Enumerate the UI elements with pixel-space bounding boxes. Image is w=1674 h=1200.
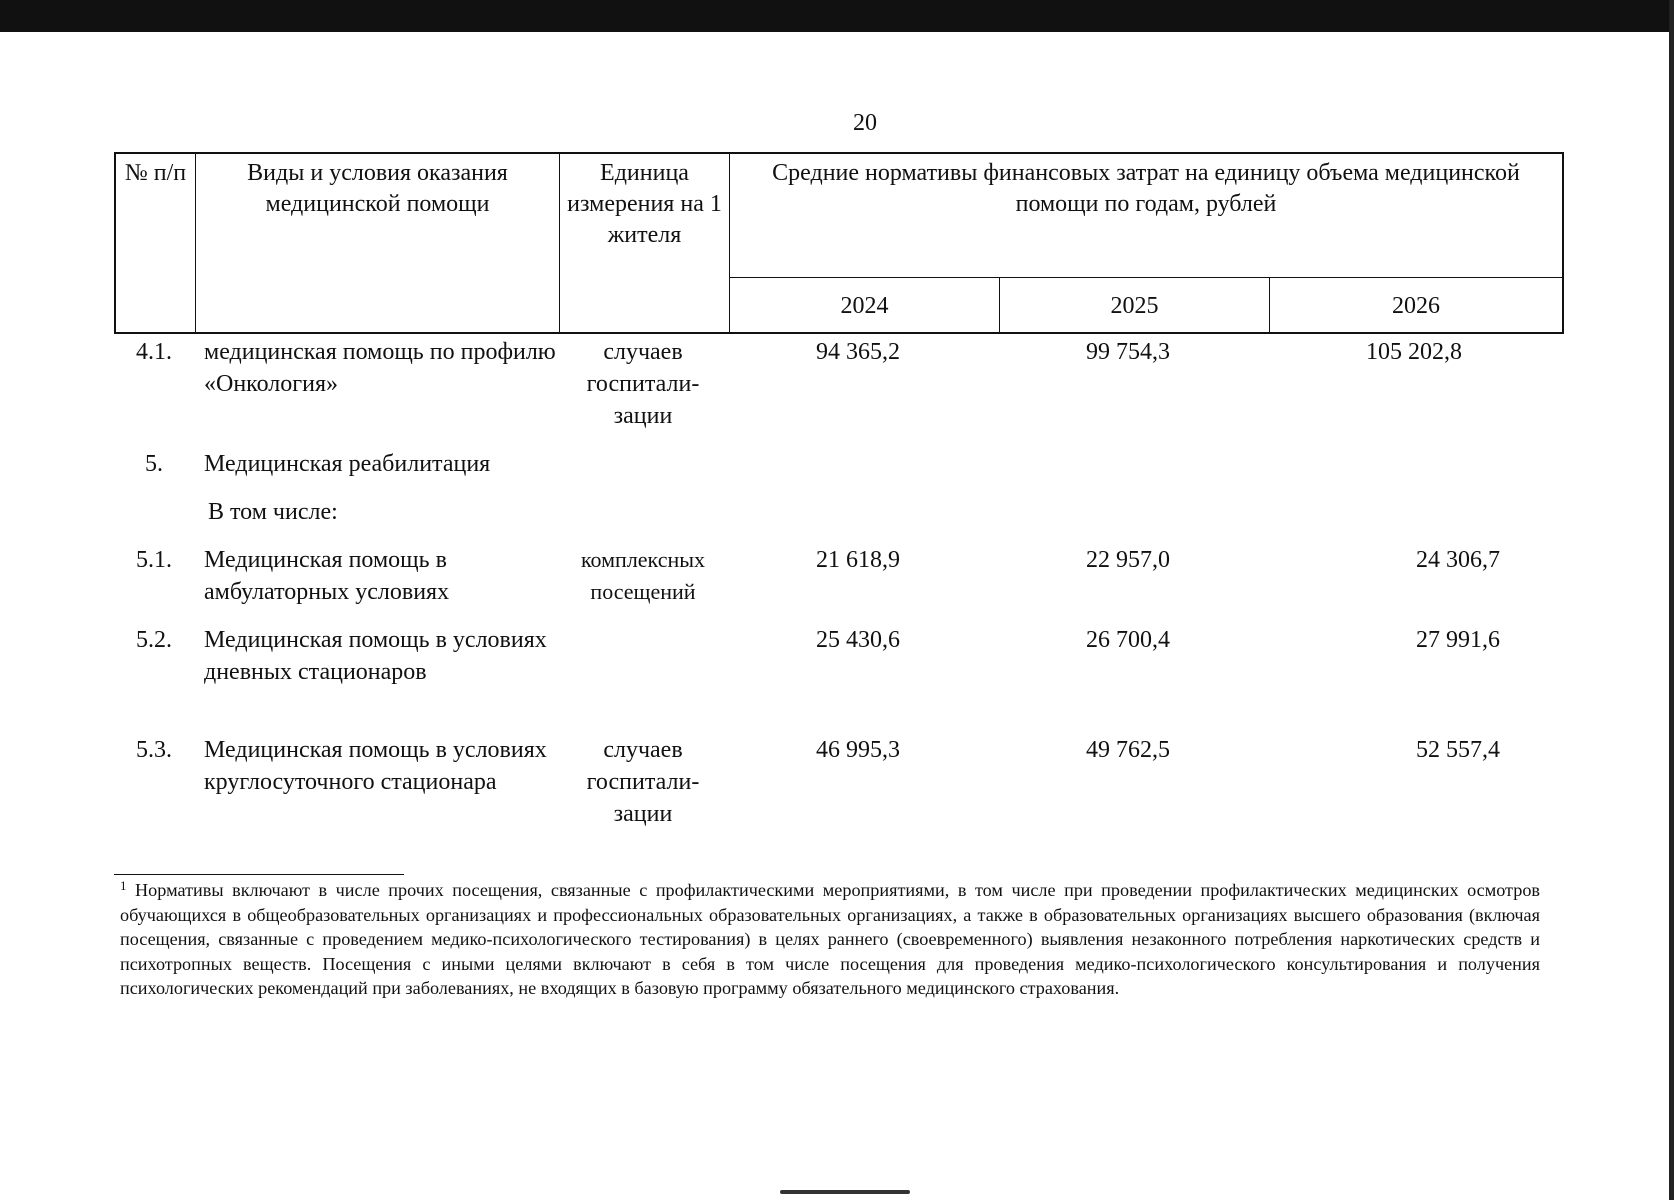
row-value-2024: 94 365,2 (816, 339, 900, 365)
header-year-2024: 2024 (730, 278, 1000, 334)
row-kind: В том числе: (208, 499, 338, 525)
header-year-2025: 2025 (1000, 278, 1270, 334)
row-value-2025: 49 762,5 (1086, 737, 1170, 763)
row-kind: Медицинская реабилитация (204, 451, 491, 477)
table-header (114, 152, 1564, 334)
row-unit: комплексных посещений (580, 547, 706, 604)
header-unit: Единица измерения на 1 жителя (560, 154, 730, 334)
scan-bottom-mark (780, 1190, 910, 1194)
row-value-2026: 27 991,6 (1416, 627, 1500, 653)
row-value-2025: 26 700,4 (1086, 627, 1170, 653)
footnote-marker: 1 (120, 878, 127, 893)
row-value-2024: 21 618,9 (816, 547, 900, 573)
row-value-2024: 46 995,3 (816, 737, 900, 763)
header-year-2026: 2026 (1392, 293, 1440, 319)
row-kind: Медицинская помощь в условиях дневных стационаров (204, 627, 547, 685)
row-number: 5. (145, 451, 163, 477)
row-value-2026: 105 202,8 (1366, 339, 1462, 365)
row-number: 5.1. (136, 547, 172, 573)
row-number: 5.2. (136, 627, 172, 653)
row-value-2026: 52 557,4 (1416, 737, 1500, 763)
footnote-divider (114, 874, 404, 875)
scan-right-border (1669, 0, 1674, 1200)
footnote (120, 878, 1540, 1001)
header-kind: Виды и условия оказания медицинской помощи (196, 154, 560, 334)
header-number: № п/п (116, 154, 196, 334)
row-number: 5.3. (136, 737, 172, 763)
header-norms: Средние нормативы финансовых затрат на единицу объема медицинской помощи по годам, рублей (730, 154, 1562, 278)
row-kind: Медицинская помощь в амбулаторных условиях (204, 547, 450, 605)
row-value-2025: 99 754,3 (1086, 339, 1170, 365)
footnote-text: Нормативы включают в числе прочих посещения, связанные с профилактическими мероприятиями, в том числе при проведении профилактических медицинских осмотров обучающихся в общеобразовательных организациях и профессиональных образовательных организациях, а также в образовательных организациях высшего образования (включая посещения, связанные с проведением медико-психологического тестирования) в целях раннего (своевременного) выявления незаконного потребления наркотических средств и психотропных веществ. Посещения с иными целями включают в себя в том числе посещения для проведения медико-психологического консультирования и получения психологических рекомендаций при заболеваниях, не входящих в базовую программу обязательного медицинского страхования. (120, 880, 1541, 998)
page-number: 20 (853, 110, 877, 136)
row-value-2024: 25 430,6 (816, 627, 900, 653)
row-kind: Медицинская помощь в условиях круглосуточного стационара (204, 737, 547, 795)
row-number: 4.1. (136, 339, 172, 365)
scan-top-border (0, 0, 1674, 32)
row-unit: случаев госпитали-зации (586, 339, 700, 429)
row-kind: медицинская помощь по профилю «Онкология» (204, 339, 556, 397)
row-unit: случаев госпитали-зации (586, 737, 700, 827)
row-value-2025: 22 957,0 (1086, 547, 1170, 573)
row-value-2026: 24 306,7 (1416, 547, 1500, 573)
